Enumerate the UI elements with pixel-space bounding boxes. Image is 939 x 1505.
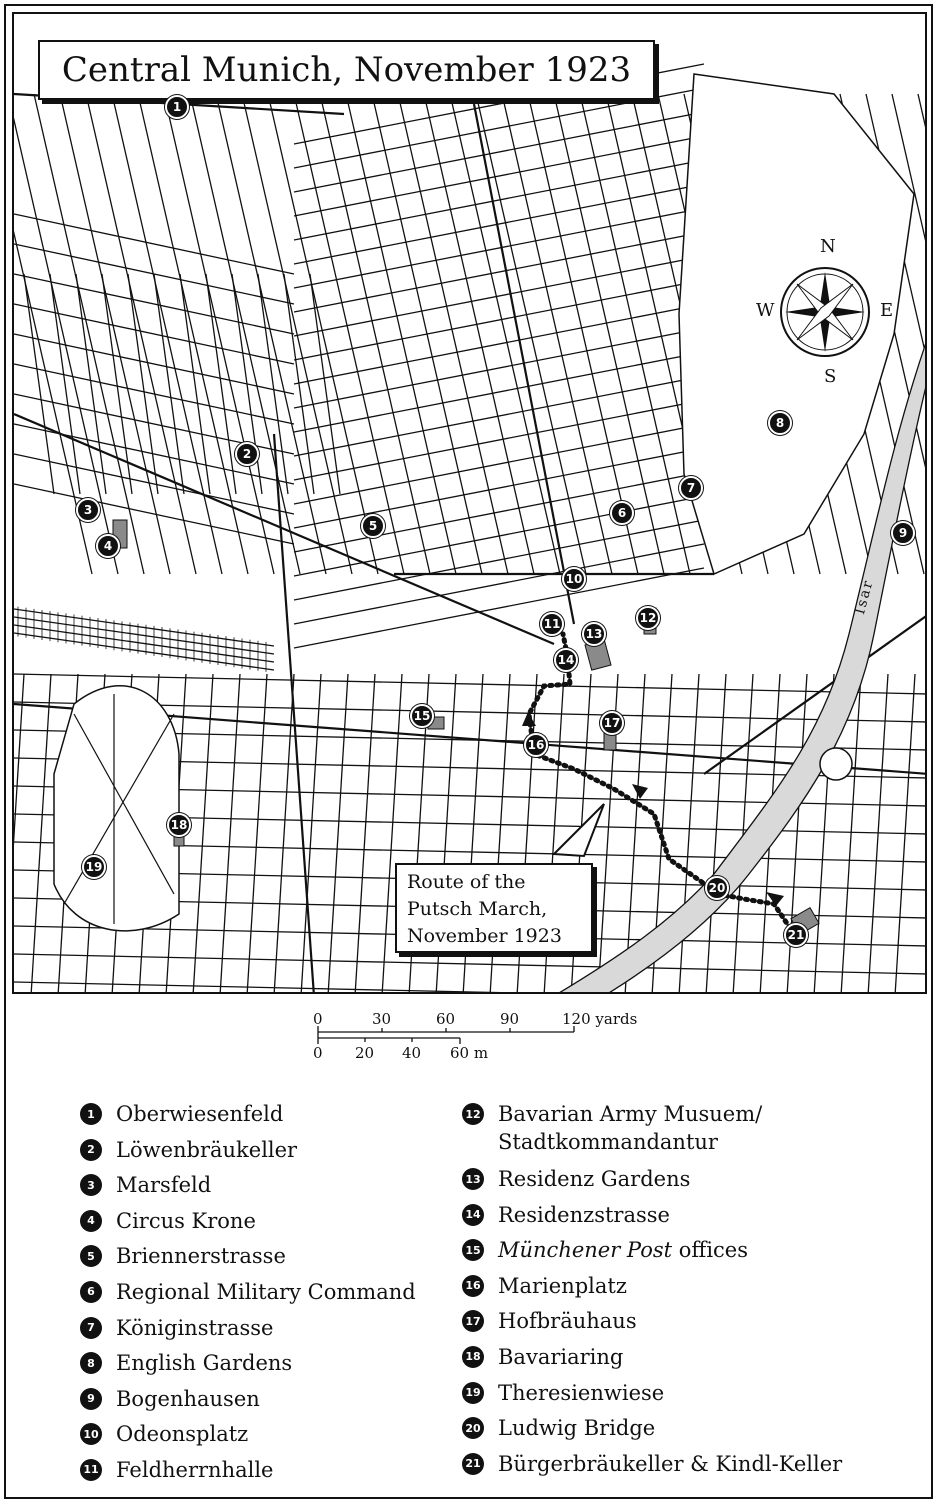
map-area[interactable]: [12, 12, 927, 994]
compass-west: W: [756, 300, 775, 321]
scale-meters-tick: 60 m: [450, 1044, 489, 1062]
legend-label: Marienplatz: [498, 1273, 627, 1298]
location-marker-3[interactable]: 3: [76, 498, 100, 522]
legend-item: [80, 1349, 416, 1385]
location-marker-18[interactable]: 18: [167, 813, 191, 837]
scale-yards-tick: 90: [500, 1010, 520, 1028]
legend-label: Theresienwiese: [498, 1380, 665, 1405]
location-marker-14[interactable]: 14: [554, 648, 578, 672]
scale-yards-tick: 30: [372, 1010, 392, 1028]
legend-number: 16: [462, 1275, 484, 1297]
legend-number: 11: [80, 1459, 102, 1481]
legend-number: 12: [462, 1103, 484, 1125]
legend-label: Circus Krone: [116, 1208, 256, 1233]
legend-label: Ludwig Bridge: [498, 1416, 656, 1441]
route-arrow: [632, 784, 648, 799]
legend-number: 3: [80, 1174, 102, 1196]
location-marker-21[interactable]: 21: [784, 923, 808, 947]
location-marker-4[interactable]: 4: [96, 534, 120, 558]
legend-number: 9: [80, 1388, 102, 1410]
compass-north: N: [820, 236, 836, 257]
location-marker-15[interactable]: 15: [410, 704, 434, 728]
scale-yards-tick: 0: [313, 1010, 323, 1028]
legend-label: Bavariaring: [498, 1344, 624, 1369]
legend-item: [462, 1379, 842, 1415]
legend-number: 21: [462, 1453, 484, 1475]
legend-number: 4: [80, 1210, 102, 1232]
map-title: Central Munich, November 1923: [38, 40, 655, 100]
legend-number: 17: [462, 1310, 484, 1332]
legend-item: [80, 1278, 416, 1314]
location-marker-16[interactable]: 16: [524, 733, 548, 757]
legend-item: [462, 1272, 842, 1308]
legend-number: 1: [80, 1103, 102, 1125]
route-callout-line: Route of the: [407, 871, 526, 893]
legend-item: [80, 1242, 416, 1278]
location-marker-8[interactable]: 8: [768, 411, 792, 435]
legend-item: [462, 1450, 842, 1486]
scale-meters-tick: 40: [402, 1044, 422, 1062]
route-callout: [395, 863, 593, 953]
legend-number: 13: [462, 1168, 484, 1190]
compass-rose: [781, 268, 869, 356]
location-marker-10[interactable]: 10: [562, 567, 586, 591]
location-marker-17[interactable]: 17: [600, 711, 624, 735]
legend-label: Marsfeld: [116, 1173, 212, 1198]
legend-number: 8: [80, 1352, 102, 1374]
river-label: Isar: [852, 577, 877, 617]
legend-item: [80, 1100, 416, 1136]
legend-item: [80, 1207, 416, 1243]
scale-meters-tick: 0: [313, 1044, 323, 1062]
legend-item: [462, 1201, 842, 1237]
location-marker-20[interactable]: 20: [705, 876, 729, 900]
legend-label: Löwenbräukeller: [116, 1137, 298, 1162]
callout-pointer: [554, 804, 604, 856]
legend-label: Königinstrasse: [116, 1315, 274, 1340]
scale-bar: [300, 1008, 660, 1068]
location-marker-1[interactable]: 1: [165, 95, 189, 119]
legend-label: [498, 1100, 762, 1156]
legend-label-italic: Münchener Post: [498, 1238, 673, 1263]
legend-item: [462, 1343, 842, 1379]
legend-label: Residenzstrasse: [498, 1202, 670, 1227]
scale-meters-tick: 20: [355, 1044, 375, 1062]
route-callout-line: Putsch March,: [407, 898, 548, 920]
legend-number: 19: [462, 1382, 484, 1404]
location-marker-13[interactable]: 13: [582, 622, 606, 646]
legend-label-rest: offices: [672, 1238, 748, 1263]
legend-label-line: Stadtkommandantur: [498, 1130, 718, 1154]
legend-number: 7: [80, 1317, 102, 1339]
compass-east: E: [880, 300, 894, 321]
legend-label: Regional Military Command: [116, 1279, 416, 1304]
route-callout-line: November 1923: [407, 925, 562, 947]
legend-label: Hofbräuhaus: [498, 1309, 637, 1334]
location-marker-19[interactable]: 19: [82, 855, 106, 879]
location-marker-6[interactable]: 6: [610, 501, 634, 525]
legend-label: Bogenhausen: [116, 1386, 260, 1411]
legend-item: [80, 1420, 416, 1456]
location-marker-11[interactable]: 11: [540, 612, 564, 636]
legend-item: [462, 1236, 842, 1272]
legend-item: [80, 1456, 416, 1492]
legend-number: 14: [462, 1204, 484, 1226]
legend-label: [498, 1236, 748, 1264]
legend-item: [80, 1385, 416, 1421]
legend-label: Bürgerbräukeller & Kindl-Keller: [498, 1451, 843, 1476]
legend-item: [462, 1165, 842, 1201]
legend-item: [80, 1314, 416, 1350]
legend-number: 15: [462, 1239, 484, 1261]
legend-number: 5: [80, 1245, 102, 1267]
legend-item: [462, 1414, 842, 1450]
legend-label: Briennerstrasse: [116, 1244, 286, 1269]
legend-label: Feldherrnhalle: [116, 1457, 274, 1482]
legend-item: [80, 1171, 416, 1207]
legend-label: Oberwiesenfeld: [116, 1102, 284, 1126]
theresienwiese-park: [54, 686, 179, 931]
legend-number: 6: [80, 1281, 102, 1303]
location-marker-5[interactable]: 5: [361, 514, 385, 538]
legend-number: 2: [80, 1139, 102, 1161]
legend-number: 10: [80, 1423, 102, 1445]
compass-south: S: [824, 366, 837, 387]
location-marker-12[interactable]: 12: [636, 606, 660, 630]
location-marker-2[interactable]: 2: [235, 442, 259, 466]
legend-item: [462, 1307, 842, 1343]
scale-yards-tick: 120 yards: [562, 1010, 638, 1028]
location-marker-7[interactable]: 7: [679, 476, 703, 500]
location-marker-9[interactable]: 9: [891, 521, 915, 545]
legend-label: Odeonsplatz: [116, 1422, 249, 1447]
legend-number: 20: [462, 1417, 484, 1439]
railway-tracks: [14, 609, 274, 670]
legend-number: 18: [462, 1346, 484, 1368]
roundabout: [820, 748, 852, 780]
legend-left: [80, 1100, 416, 1492]
legend-label-line: Bavarian Army Musuem/: [498, 1102, 763, 1126]
street-map: [14, 14, 927, 994]
legend-right: [462, 1100, 842, 1485]
legend-label: English Gardens: [116, 1351, 293, 1376]
legend-item: [462, 1100, 842, 1165]
legend-label: Residenz Gardens: [498, 1167, 691, 1191]
legend-item: [80, 1136, 416, 1172]
scale-yards-tick: 60: [436, 1010, 456, 1028]
